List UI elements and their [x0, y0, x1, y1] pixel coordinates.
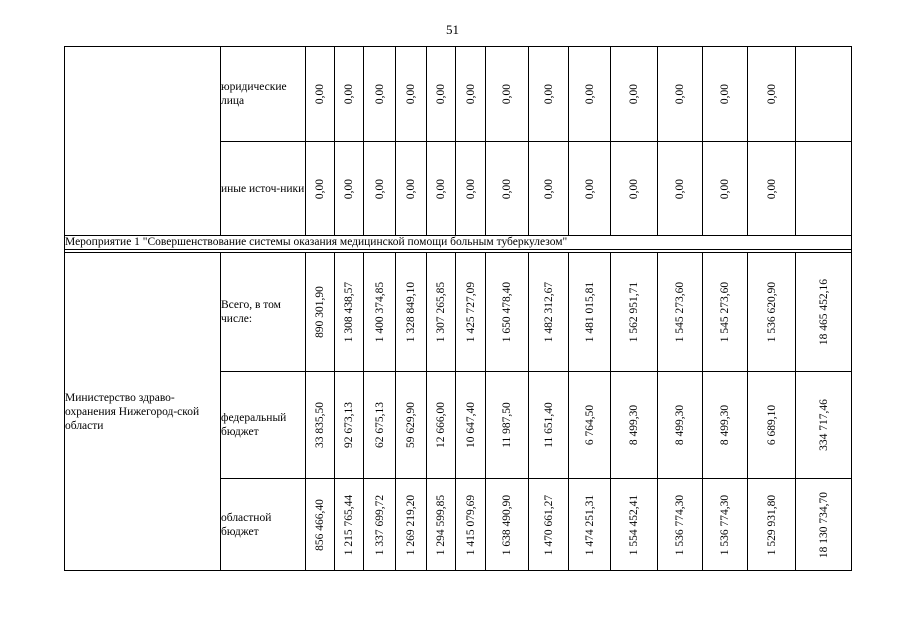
value-cell	[748, 479, 796, 571]
cell-value: 1 307 265,85	[435, 281, 447, 343]
value-cell	[703, 253, 748, 372]
value-cell	[427, 142, 456, 236]
value-cell	[611, 47, 658, 142]
cell-value: 1 328 849,10	[405, 281, 417, 343]
value-cell	[364, 479, 396, 571]
value-cell	[611, 479, 658, 571]
cell-value: 334 717,46	[817, 399, 830, 451]
cell-value: 0,00	[314, 83, 326, 105]
value-cell	[748, 253, 796, 372]
cell-value: 0,00	[343, 178, 355, 199]
cell-value: 8 499,30	[719, 404, 731, 446]
cell-value: 1 474 251,31	[583, 494, 596, 555]
table-row	[65, 47, 852, 142]
value-cell	[748, 142, 796, 236]
value-cell	[703, 372, 748, 479]
cell-value: 6 764,50	[583, 404, 596, 446]
cell-value: 59 629,90	[405, 402, 417, 448]
cell-value: 0,00	[719, 83, 731, 105]
value-cell	[456, 479, 486, 571]
value-cell	[703, 142, 748, 236]
cell-value: 0,00	[501, 83, 513, 105]
value-cell	[486, 479, 529, 571]
value-cell	[335, 142, 364, 236]
value-cell	[569, 372, 611, 479]
value-cell	[335, 47, 364, 142]
cell-value: 0,00	[583, 83, 596, 105]
cell-value: 1 650 478,40	[501, 281, 513, 343]
cell-value: 1 545 273,60	[674, 281, 686, 343]
value-cell	[569, 479, 611, 571]
value-cell	[529, 253, 569, 372]
value-cell	[335, 479, 364, 571]
value-cell	[529, 479, 569, 571]
cell-value: 1 294 599,85	[435, 494, 447, 555]
cell-value: 0,00	[464, 83, 477, 105]
value-cell	[658, 253, 703, 372]
cell-value: 0,00	[314, 178, 326, 199]
org-cell-empty	[65, 47, 221, 236]
cell-value: 0,00	[628, 178, 640, 199]
value-cell	[486, 142, 529, 236]
value-cell	[364, 47, 396, 142]
value-cell	[611, 253, 658, 372]
cell-value: 0,00	[435, 83, 447, 105]
cell-value: 1 425 727,09	[464, 281, 477, 343]
cell-value: 0,00	[464, 178, 477, 199]
value-cell	[364, 253, 396, 372]
value-cell	[335, 253, 364, 372]
row-label: юридические лица	[221, 47, 306, 142]
cell-value: 0,00	[674, 83, 686, 105]
value-cell	[611, 372, 658, 479]
cell-value: 1 482 312,67	[542, 281, 555, 343]
cell-value: 62 675,13	[373, 402, 386, 448]
cell-value: 12 666,00	[435, 402, 447, 448]
value-cell	[364, 142, 396, 236]
cell-value: 11 651,40	[542, 402, 555, 448]
cell-value: 0,00	[719, 178, 731, 199]
value-cell	[486, 47, 529, 142]
cell-value: 0,00	[435, 178, 447, 199]
cell-value: 11 987,50	[501, 402, 513, 448]
cell-value: 0,00	[405, 178, 417, 199]
value-cell	[396, 142, 427, 236]
value-cell	[529, 142, 569, 236]
value-cell	[703, 47, 748, 142]
value-cell	[456, 47, 486, 142]
value-cell	[427, 479, 456, 571]
cell-value: 0,00	[765, 83, 778, 105]
table-row	[65, 253, 852, 372]
value-cell	[658, 372, 703, 479]
cell-value: 8 499,30	[628, 404, 640, 446]
value-cell	[306, 479, 335, 571]
value-cell	[364, 372, 396, 479]
event-row	[65, 236, 852, 250]
cell-value: 33 835,50	[314, 402, 326, 448]
value-cell	[796, 479, 852, 571]
cell-value: 1 215 765,44	[343, 494, 355, 555]
cell-value: 1 337 699,72	[373, 494, 386, 555]
value-cell	[306, 142, 335, 236]
value-cell	[569, 47, 611, 142]
value-cell	[529, 47, 569, 142]
row-label: федеральный бюджет	[221, 372, 306, 479]
row-label: иные источ-ники	[221, 142, 306, 236]
value-cell	[569, 253, 611, 372]
value-cell	[427, 47, 456, 142]
value-cell	[335, 372, 364, 479]
cell-value: 18 465 452,16	[817, 278, 830, 346]
cell-value: 1 415 079,69	[464, 494, 477, 555]
cell-value: 6 689,10	[765, 404, 778, 446]
value-cell	[427, 372, 456, 479]
cell-value: 0,00	[583, 178, 596, 199]
cell-value: 1 400 374,85	[373, 281, 386, 343]
cell-value: 18 130 734,70	[817, 491, 830, 558]
value-cell	[796, 253, 852, 372]
value-cell-empty	[796, 142, 852, 236]
cell-value: 0,00	[674, 178, 686, 199]
cell-value: 0,00	[501, 178, 513, 199]
value-cell	[396, 253, 427, 372]
cell-value: 10 647,40	[464, 402, 477, 448]
value-cell	[396, 47, 427, 142]
cell-value: 1 481 015,81	[583, 281, 596, 343]
cell-value: 1 269 219,20	[405, 494, 417, 555]
cell-value: 0,00	[542, 178, 555, 199]
value-cell	[748, 372, 796, 479]
value-cell	[396, 372, 427, 479]
value-cell	[456, 253, 486, 372]
value-cell	[658, 479, 703, 571]
value-cell	[529, 372, 569, 479]
cell-value: 8 499,30	[674, 404, 686, 446]
value-cell	[306, 372, 335, 479]
page-number: 51	[446, 22, 459, 37]
cell-value: 1 536 774,30	[719, 494, 731, 555]
cell-value: 0,00	[765, 178, 778, 199]
cell-value: 0,00	[343, 83, 355, 105]
value-cell	[396, 479, 427, 571]
cell-value: 1 536 774,30	[674, 494, 686, 555]
cell-value: 1 554 452,41	[628, 494, 640, 555]
cell-value: 1 308 438,57	[343, 281, 355, 343]
row-label: областной бюджет	[221, 479, 306, 571]
value-cell	[306, 47, 335, 142]
cell-value: 0,00	[373, 178, 386, 199]
cell-value: 1 536 620,90	[765, 281, 778, 343]
value-cell	[456, 142, 486, 236]
value-cell	[658, 47, 703, 142]
funding-table	[64, 46, 852, 571]
value-cell	[611, 142, 658, 236]
row-label: Всего, в том числе:	[221, 253, 306, 372]
value-cell	[703, 479, 748, 571]
cell-value: 1 470 661,27	[542, 494, 555, 555]
value-cell	[569, 142, 611, 236]
value-cell	[456, 372, 486, 479]
cell-value: 1 529 931,80	[765, 494, 778, 555]
value-cell	[427, 253, 456, 372]
value-cell	[306, 253, 335, 372]
value-cell	[486, 372, 529, 479]
cell-value: 0,00	[542, 83, 555, 105]
organization: Министерство здраво-охранения Нижегород-ской области	[65, 253, 221, 571]
cell-value: 0,00	[373, 83, 386, 105]
value-cell	[486, 253, 529, 372]
cell-value: 890 301,90	[314, 286, 326, 338]
cell-value: 1 545 273,60	[719, 281, 731, 343]
cell-value: 1 638 490,90	[501, 494, 513, 555]
value-cell	[796, 372, 852, 479]
event-title: Мероприятие 1 "Совершенствование системы оказания медицинской помощи больным туберкулезом"	[65, 236, 852, 250]
value-cell	[748, 47, 796, 142]
cell-value: 92 673,13	[343, 402, 355, 448]
value-cell-empty	[796, 47, 852, 142]
cell-value: 1 562 951,71	[628, 281, 640, 343]
cell-value: 0,00	[405, 83, 417, 105]
cell-value: 856 466,40	[314, 498, 326, 551]
value-cell	[658, 142, 703, 236]
cell-value: 0,00	[628, 83, 640, 105]
